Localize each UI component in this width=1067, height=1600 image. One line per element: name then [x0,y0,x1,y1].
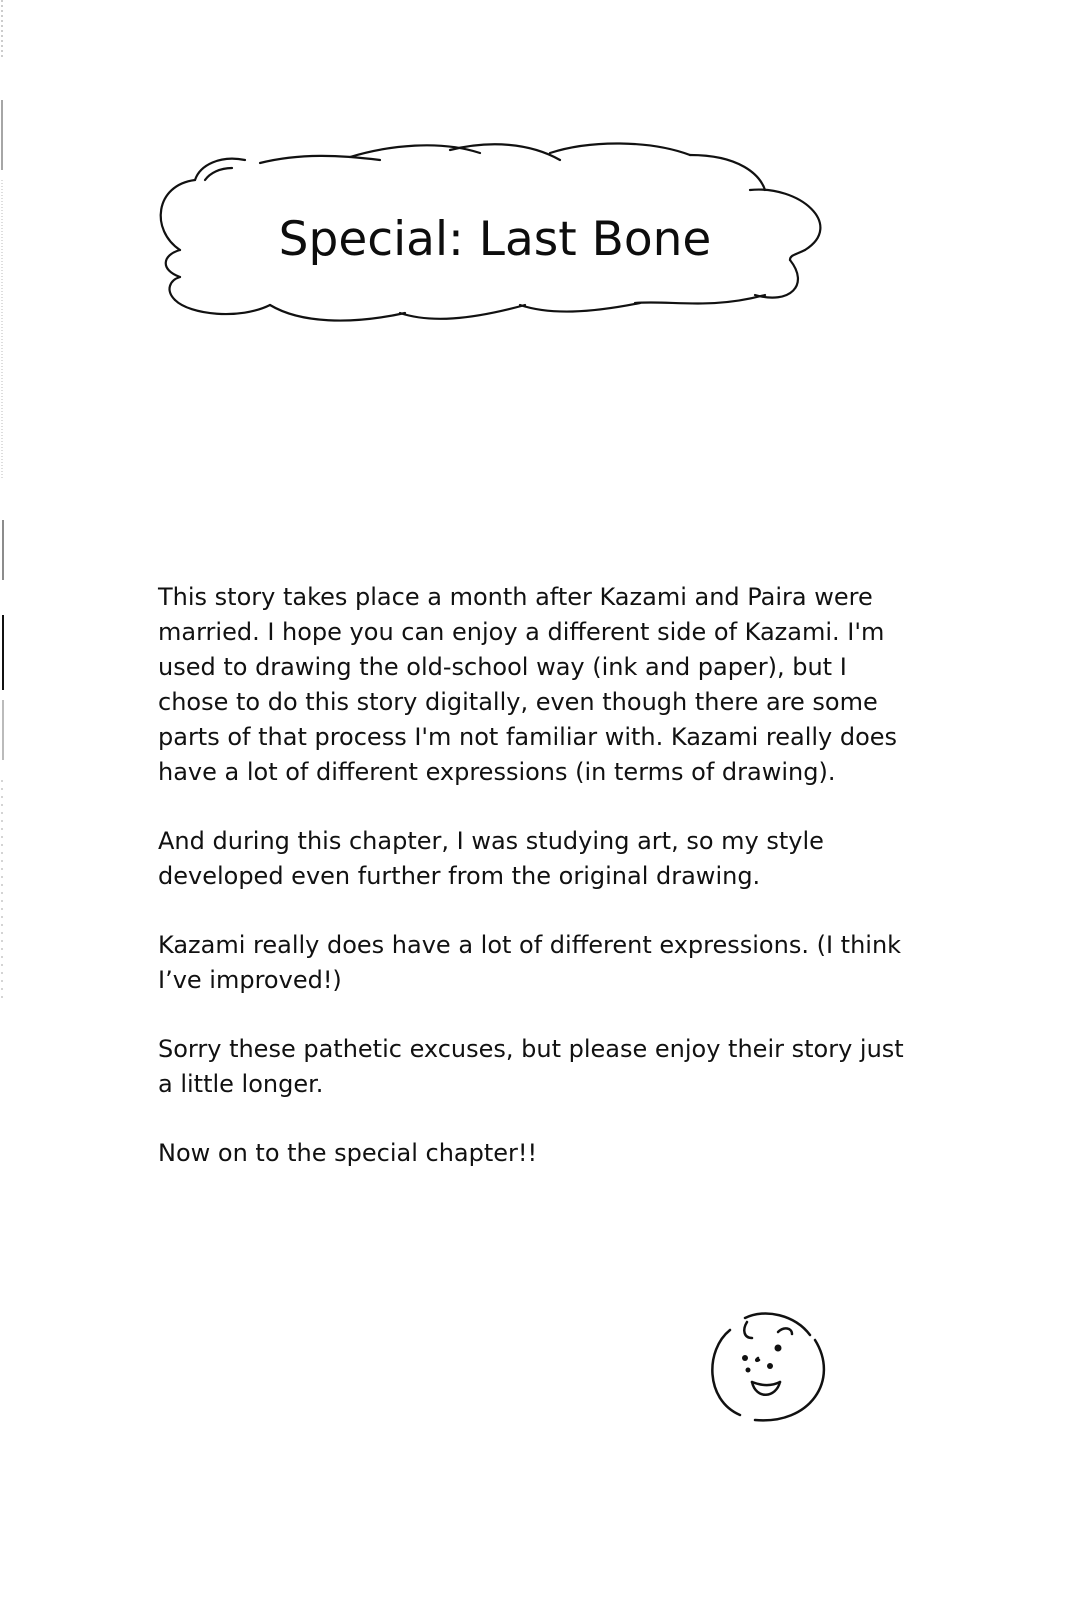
note-paragraph-4: Sorry these pathetic excuses, but please enjoy their story just a little longer. [158,1035,904,1098]
note-paragraph-1: This story takes place a month after Kazami and Paira were married. I hope you can enjoy a different side of Kazami. I'm used to drawing the old-school way (ink and paper), but I chose to do this story digitally, even though there are some parts of that process I'm not familiar with. Kazami really does have a lot of different expressions (in terms of drawing). [158,583,898,786]
note-paragraph-3: Kazami really does have a lot of different expressions. (I think I’ve improved!) [158,931,902,994]
title-cloud [150,135,840,335]
page-edge-marks [0,0,8,1000]
page-title: Special: Last Bone [278,212,712,267]
note-paragraph-5: Now on to the special chapter!! [158,1139,538,1167]
smiling-face-doodle-icon [700,1300,840,1430]
author-notes [158,580,918,1205]
note-paragraph-2: And during this chapter, I was studying art, so my style developed even further from the original drawing. [158,827,824,890]
